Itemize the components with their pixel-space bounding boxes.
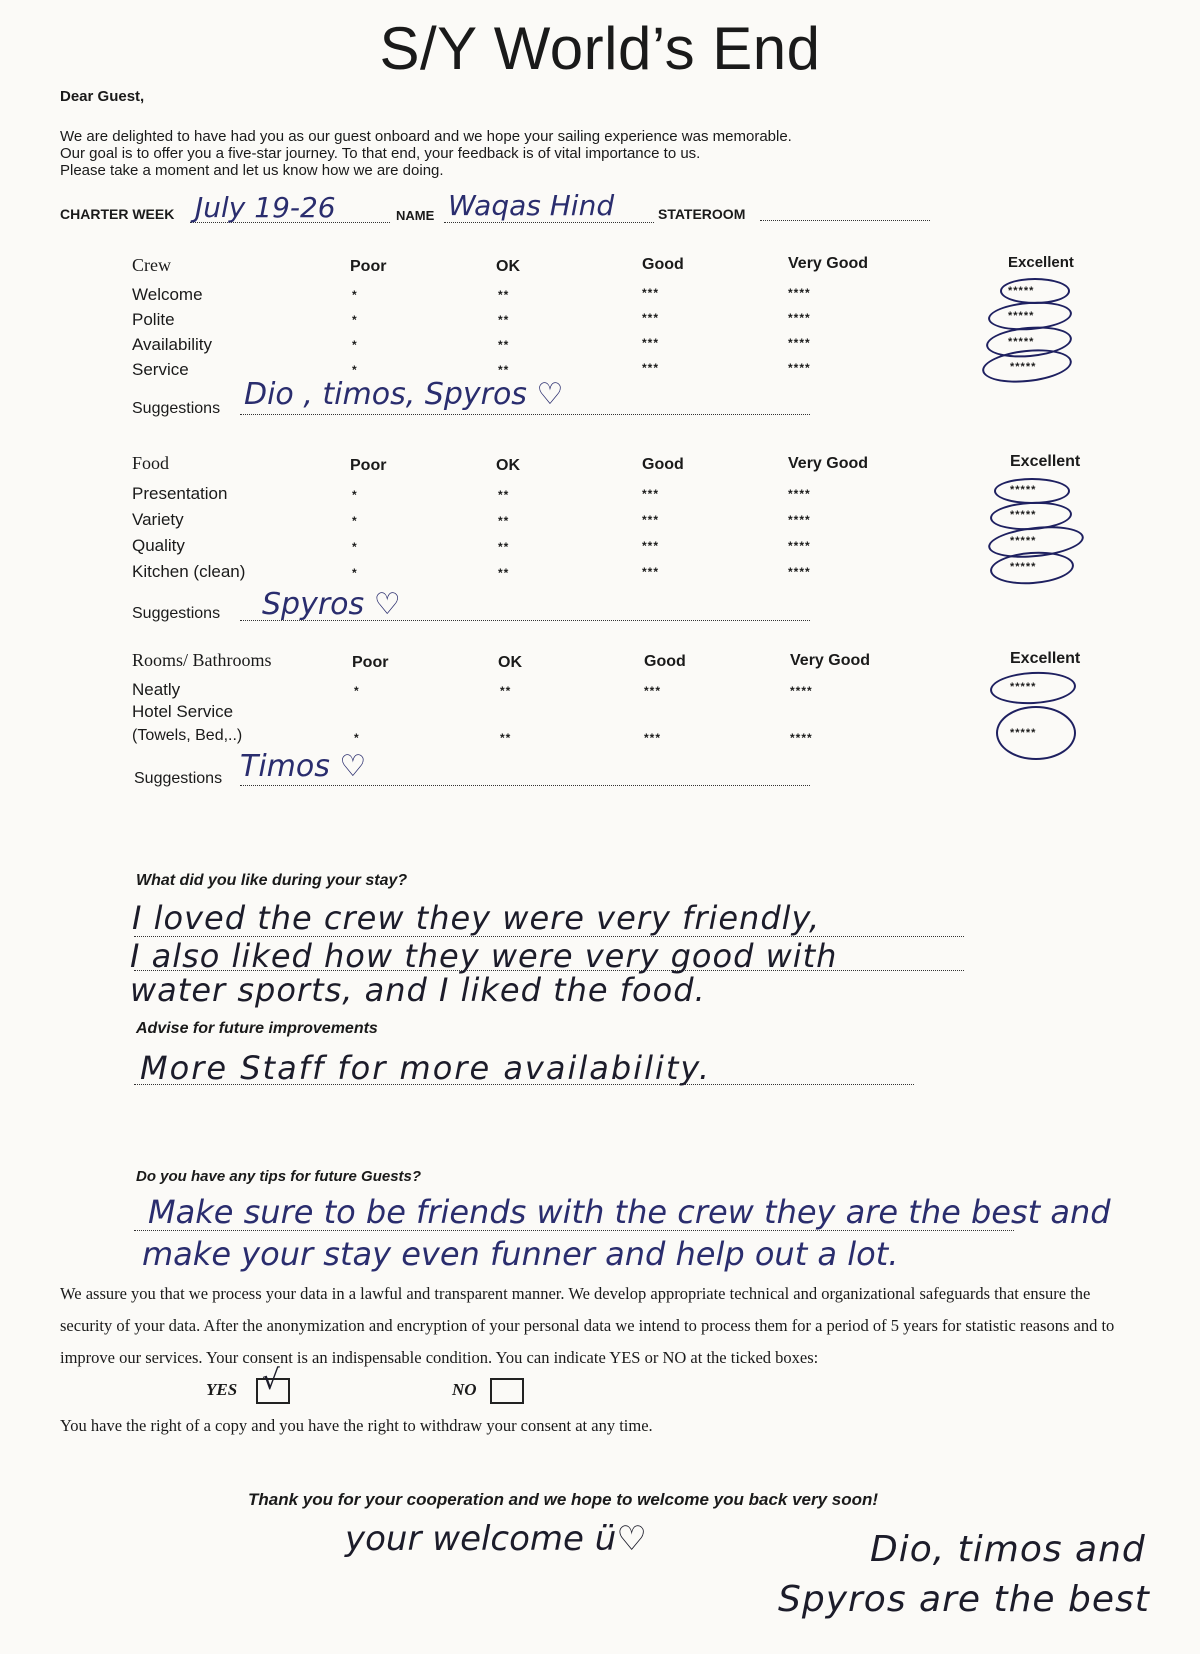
crew-polite-very-good[interactable]: ****: [788, 311, 811, 325]
name-label: NAME: [396, 208, 435, 223]
rooms-col-ok: OK: [498, 654, 522, 671]
crew-row-polite: Polite: [132, 310, 175, 329]
rooms-service-good[interactable]: ***: [644, 731, 662, 745]
improve-question: Advise for future improvements: [136, 1020, 378, 1037]
rooms-service-circle-mark: [996, 706, 1076, 760]
intro-line-3: Please take a moment and let us know how we are doing.: [60, 162, 444, 179]
consent-yes-checkmark: √: [262, 1363, 280, 1396]
crew-service-poor[interactable]: *: [352, 363, 358, 377]
stateroom-label: STATEROOM: [658, 206, 746, 222]
crew-col-very-good: Very Good: [788, 255, 869, 272]
rooms-col-good: Good: [644, 653, 686, 670]
crew-service-good[interactable]: ***: [642, 361, 660, 375]
charter-week-field[interactable]: July 19-26: [195, 191, 336, 224]
rooms-service-excellent[interactable]: *****: [1010, 727, 1037, 739]
rooms-neatly-excellent[interactable]: *****: [1010, 681, 1037, 693]
liked-answer-line-1[interactable]: I loved the crew they were very friendly,: [132, 899, 821, 937]
consent-no-checkbox[interactable]: [490, 1378, 524, 1404]
rooms-suggestions-field[interactable]: Timos ♡: [240, 749, 367, 784]
crew-col-excellent: Excellent: [1008, 254, 1074, 271]
food-quality-ok[interactable]: **: [498, 540, 510, 554]
rooms-row-hotel-service: Hotel Service: [132, 702, 234, 721]
food-presentation-poor[interactable]: *: [352, 488, 358, 502]
consent-rights: You have the right of a copy and you have the right to withdraw your consent at any time.: [60, 1416, 653, 1435]
food-suggestions-label: Suggestions: [132, 605, 221, 622]
food-quality-poor[interactable]: *: [352, 540, 358, 554]
food-col-very-good: Very Good: [788, 455, 869, 472]
crew-availability-good[interactable]: ***: [642, 336, 660, 350]
food-col-good: Good: [642, 456, 684, 473]
crew-row-welcome: Welcome: [132, 285, 203, 304]
food-col-poor: Poor: [350, 457, 387, 474]
food-kitchen-excellent[interactable]: *****: [1010, 561, 1037, 573]
crew-suggestions-field[interactable]: Dio , timos, Spyros ♡: [244, 377, 564, 412]
crew-service-ok[interactable]: **: [498, 363, 510, 377]
crew-polite-ok[interactable]: **: [498, 313, 510, 327]
section-crew-title: Crew: [132, 255, 171, 275]
crew-availability-ok[interactable]: **: [498, 338, 510, 352]
rooms-service-ok[interactable]: **: [500, 731, 512, 745]
rooms-neatly-ok[interactable]: **: [500, 684, 512, 698]
crew-welcome-ok[interactable]: **: [498, 288, 510, 302]
thanks-message: Thank you for your cooperation and we hope to welcome you back very soon!: [248, 1490, 879, 1509]
liked-question: What did you like during your stay?: [136, 872, 408, 889]
rooms-neatly-good[interactable]: ***: [644, 684, 662, 698]
crew-polite-excellent[interactable]: *****: [1008, 310, 1035, 322]
crew-service-excellent[interactable]: *****: [1010, 361, 1037, 373]
food-presentation-very-good[interactable]: ****: [788, 487, 811, 501]
food-presentation-circle-mark: [994, 478, 1070, 504]
crew-col-ok: OK: [496, 258, 520, 275]
food-col-ok: OK: [496, 457, 520, 474]
consent-no-label: NO: [452, 1380, 477, 1399]
intro-line-1: We are delighted to have had you as our guest onboard and we hope your sailing experience was memorable.: [60, 128, 792, 145]
crew-col-good: Good: [642, 256, 684, 273]
food-row-presentation: Presentation: [132, 484, 228, 503]
food-kitchen-poor[interactable]: *: [352, 566, 358, 580]
food-row-kitchen: Kitchen (clean): [132, 562, 246, 581]
crew-suggestions-label: Suggestions: [132, 400, 221, 417]
crew-availability-excellent[interactable]: *****: [1008, 336, 1035, 348]
crew-welcome-excellent[interactable]: *****: [1008, 285, 1035, 297]
improve-answer[interactable]: More Staff for more availability.: [140, 1049, 712, 1087]
crew-col-poor: Poor: [350, 258, 387, 275]
greeting: Dear Guest,: [60, 88, 145, 105]
rooms-suggestions-label: Suggestions: [134, 770, 223, 787]
guest-reply: your welcome ü♡: [345, 1519, 647, 1559]
food-row-quality: Quality: [132, 536, 185, 555]
liked-answer-line-3[interactable]: water sports, and I liked the food.: [130, 971, 706, 1009]
food-kitchen-ok[interactable]: **: [498, 566, 510, 580]
food-row-variety: Variety: [132, 510, 184, 529]
rooms-neatly-poor[interactable]: *: [354, 684, 360, 698]
section-food-title: Food: [132, 453, 170, 473]
crew-welcome-very-good[interactable]: ****: [788, 286, 811, 300]
charter-week-label: CHARTER WEEK: [60, 206, 175, 222]
food-suggestions-field[interactable]: Spyros ♡: [262, 587, 401, 622]
food-variety-good[interactable]: ***: [642, 513, 660, 527]
rooms-col-very-good: Very Good: [790, 652, 871, 669]
rooms-neatly-circle-mark: [989, 670, 1077, 706]
crew-availability-poor[interactable]: *: [352, 338, 358, 352]
crew-service-very-good[interactable]: ****: [788, 361, 811, 375]
rooms-service-poor[interactable]: *: [354, 731, 360, 745]
food-kitchen-very-good[interactable]: ****: [788, 565, 811, 579]
signoff-line-2: Spyros are the best: [778, 1579, 1150, 1620]
food-presentation-ok[interactable]: **: [498, 488, 510, 502]
rooms-neatly-very-good[interactable]: ****: [790, 684, 813, 698]
liked-answer-line-2[interactable]: I also liked how they were very good with: [130, 937, 838, 975]
intro-line-2: Our goal is to offer you a five-star journey. To that end, your feedback is of vital importance to us.: [60, 145, 701, 162]
food-quality-very-good[interactable]: ****: [788, 539, 811, 553]
crew-row-availability: Availability: [132, 335, 213, 354]
rooms-col-poor: Poor: [352, 654, 389, 671]
rooms-row-towels-bed: (Towels, Bed,..): [132, 727, 243, 744]
rooms-service-very-good[interactable]: ****: [790, 731, 813, 745]
food-quality-excellent[interactable]: *****: [1010, 535, 1037, 547]
rooms-row-neatly: Neatly: [132, 680, 181, 699]
food-variety-ok[interactable]: **: [498, 514, 510, 528]
section-rooms-title: Rooms/ Bathrooms: [132, 650, 272, 670]
crew-polite-poor[interactable]: *: [352, 313, 358, 327]
tips-question: Do you have any tips for future Guests?: [136, 1168, 422, 1185]
crew-row-service: Service: [132, 360, 189, 379]
page-title: S/Y World’s End: [379, 15, 821, 82]
signoff-line-1: Dio, timos and: [870, 1529, 1146, 1570]
consent-yes-label: YES: [206, 1380, 238, 1399]
consent-text: We assure you that we process your data in a lawful and transparent manner. We develop appropriate technical and organizational safeguards that ensure the security of your data. After the anonymization and encryption of your personal data we intend to process them for a period of 5 years for statistic reasons and to improve our services. Your consent is an indispensable condition. You can indicate YES or NO at the ticked boxes:: [60, 1284, 1115, 1367]
food-variety-very-good[interactable]: ****: [788, 513, 811, 527]
food-presentation-excellent[interactable]: *****: [1010, 484, 1037, 496]
food-variety-poor[interactable]: *: [352, 514, 358, 528]
rooms-col-excellent: Excellent: [1010, 650, 1081, 667]
name-field[interactable]: Waqas Hind: [448, 189, 615, 222]
food-quality-good[interactable]: ***: [642, 539, 660, 553]
crew-welcome-circle-mark: [1000, 278, 1070, 304]
tips-answer-line-1[interactable]: Make sure to be friends with the crew they are the best and: [148, 1193, 1111, 1231]
food-variety-excellent[interactable]: *****: [1010, 509, 1037, 521]
crew-polite-good[interactable]: ***: [642, 311, 660, 325]
crew-welcome-good[interactable]: ***: [642, 286, 660, 300]
food-presentation-good[interactable]: ***: [642, 487, 660, 501]
crew-availability-very-good[interactable]: ****: [788, 336, 811, 350]
tips-answer-line-2[interactable]: make your stay even funner and help out a lot.: [142, 1235, 899, 1273]
food-col-excellent: Excellent: [1010, 453, 1081, 470]
crew-welcome-poor[interactable]: *: [352, 288, 358, 302]
food-kitchen-good[interactable]: ***: [642, 565, 660, 579]
